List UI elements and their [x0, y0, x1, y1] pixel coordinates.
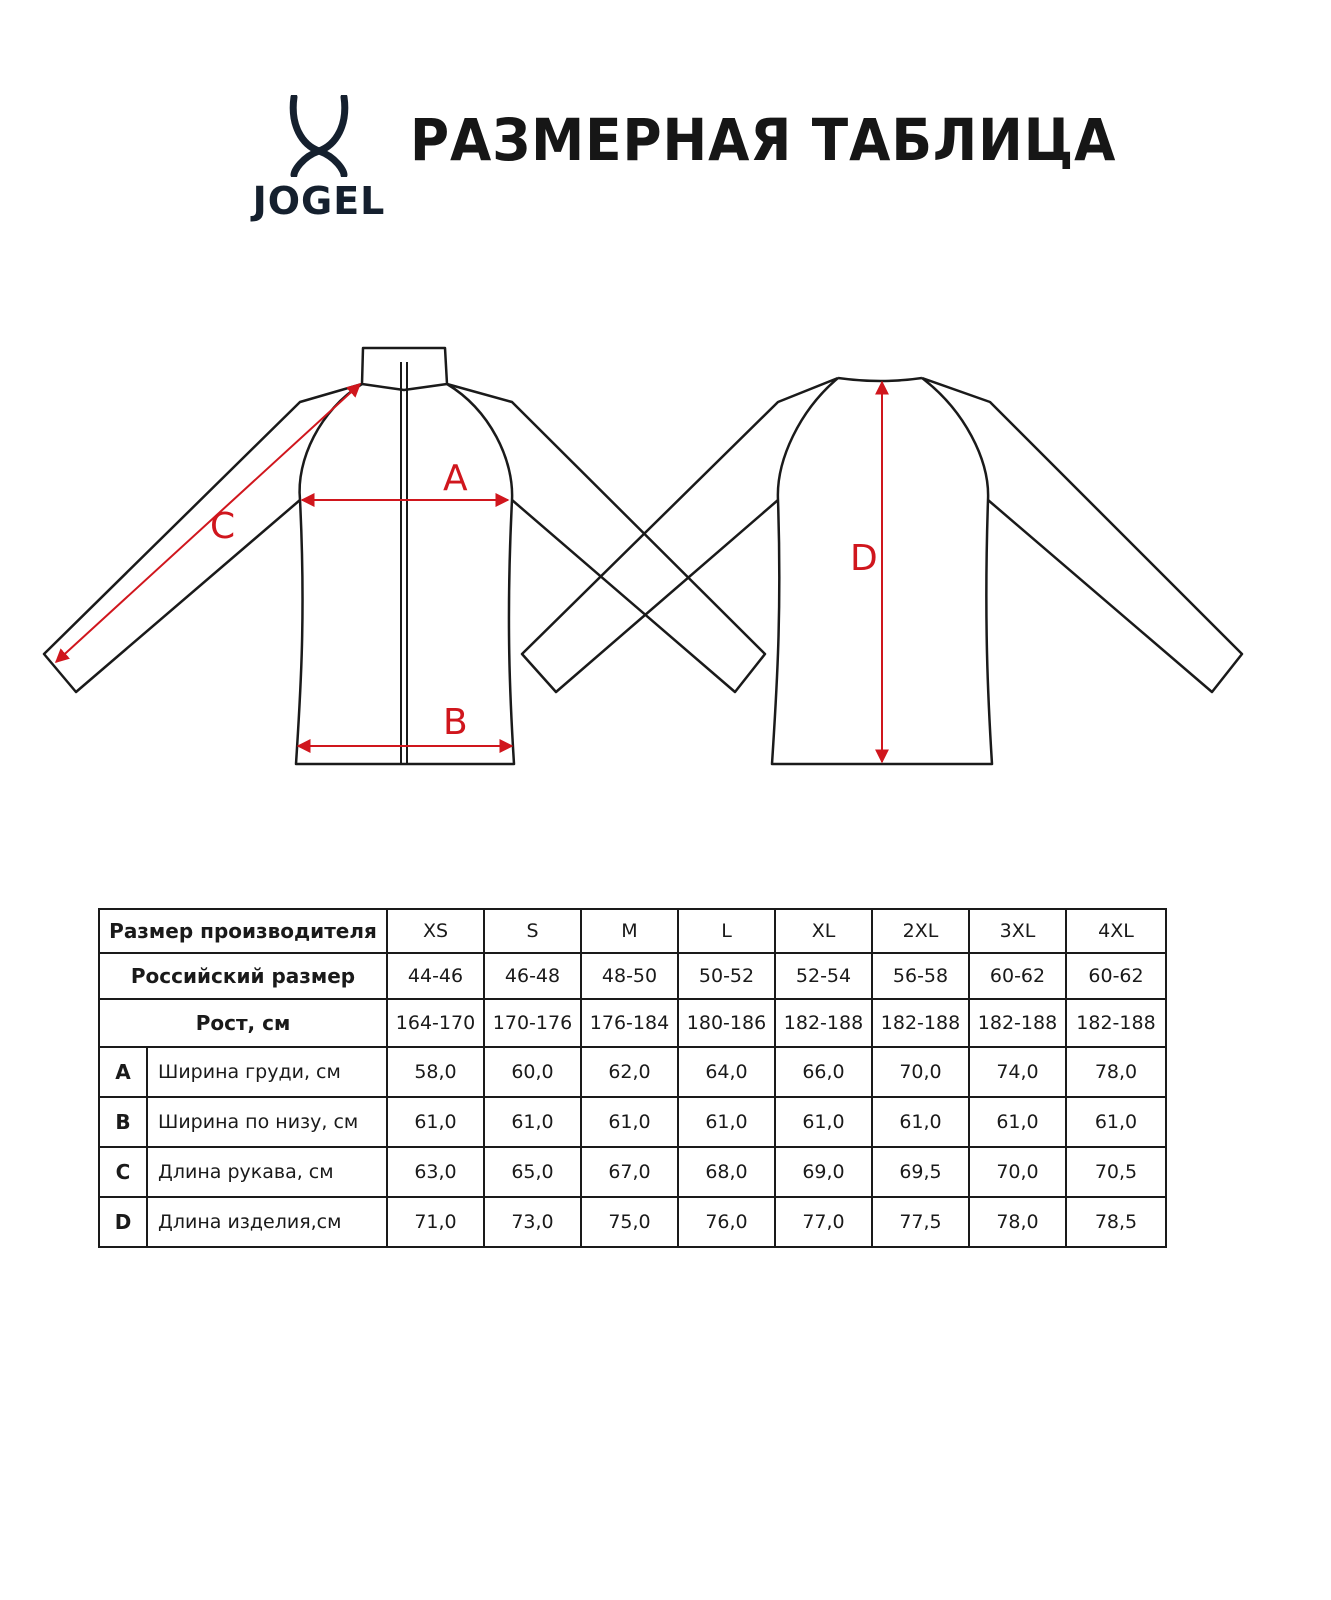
measure-letter: C: [99, 1147, 147, 1197]
table-cell: 70,5: [1066, 1147, 1166, 1197]
table-cell: 176-184: [581, 999, 678, 1047]
measure-name: Длина рукава, см: [147, 1147, 387, 1197]
brand-name: JOGEL: [252, 179, 386, 223]
table-cell: 61,0: [581, 1097, 678, 1147]
table-cell: 2XL: [872, 909, 969, 953]
table-cell: 52-54: [775, 953, 872, 999]
table-cell: 61,0: [387, 1097, 484, 1147]
measure-name: Длина изделия,см: [147, 1197, 387, 1247]
table-row: [99, 953, 1166, 999]
measure-letter: D: [99, 1197, 147, 1247]
table-row: [99, 999, 1166, 1047]
table-row: [99, 1097, 1166, 1147]
table-row: [99, 1047, 1166, 1097]
measure-letter: A: [99, 1047, 147, 1097]
table-cell: XS: [387, 909, 484, 953]
row-header-height: Рост, см: [99, 999, 387, 1047]
table-cell: 60-62: [969, 953, 1066, 999]
table-cell: 60,0: [484, 1047, 581, 1097]
table-cell: 62,0: [581, 1047, 678, 1097]
table-cell: 77,0: [775, 1197, 872, 1247]
table-cell: 69,5: [872, 1147, 969, 1197]
table-cell: 70,0: [969, 1147, 1066, 1197]
table-cell: 63,0: [387, 1147, 484, 1197]
table-cell: 61,0: [678, 1097, 775, 1147]
jacket-diagram: [0, 320, 1331, 800]
table-row: [99, 1147, 1166, 1197]
table-cell: 58,0: [387, 1047, 484, 1097]
table-cell: 61,0: [872, 1097, 969, 1147]
table-cell: 182-188: [775, 999, 872, 1047]
table-row: [99, 909, 1166, 953]
table-cell: 75,0: [581, 1197, 678, 1247]
table-cell: 3XL: [969, 909, 1066, 953]
measure-c-label: C: [210, 506, 236, 547]
table-cell: L: [678, 909, 775, 953]
measure-letter: B: [99, 1097, 147, 1147]
jacket-front: [44, 348, 765, 764]
table-cell: 46-48: [484, 953, 581, 999]
table-cell: 67,0: [581, 1147, 678, 1197]
table-cell: 68,0: [678, 1147, 775, 1197]
table-cell: 56-58: [872, 953, 969, 999]
table-cell: 4XL: [1066, 909, 1166, 953]
table-cell: 78,5: [1066, 1197, 1166, 1247]
table-cell: 180-186: [678, 999, 775, 1047]
table-cell: 164-170: [387, 999, 484, 1047]
table-cell: 65,0: [484, 1147, 581, 1197]
table-cell: 48-50: [581, 953, 678, 999]
table-cell: 182-188: [872, 999, 969, 1047]
table-cell: 66,0: [775, 1047, 872, 1097]
table-cell: 44-46: [387, 953, 484, 999]
table-cell: 71,0: [387, 1197, 484, 1247]
table-cell: 50-52: [678, 953, 775, 999]
table-cell: 61,0: [969, 1097, 1066, 1147]
jogel-logo-icon: [288, 95, 350, 177]
table-cell: 73,0: [484, 1197, 581, 1247]
measure-d-label: D: [850, 538, 878, 579]
table-cell: 182-188: [969, 999, 1066, 1047]
measure-b-label: B: [443, 702, 468, 743]
row-header-manufacturer-size: Размер производителя: [99, 909, 387, 953]
table-cell: 78,0: [1066, 1047, 1166, 1097]
table-cell: 76,0: [678, 1197, 775, 1247]
table-cell: XL: [775, 909, 872, 953]
brand-logo: [240, 95, 400, 225]
measure-a-label: A: [443, 458, 468, 499]
table-cell: S: [484, 909, 581, 953]
table-cell: 61,0: [484, 1097, 581, 1147]
measure-arrows-front: [56, 384, 512, 746]
table-cell: 77,5: [872, 1197, 969, 1247]
table-cell: 74,0: [969, 1047, 1066, 1097]
table-cell: 182-188: [1066, 999, 1166, 1047]
measure-name: Ширина по низу, см: [147, 1097, 387, 1147]
table-cell: 61,0: [775, 1097, 872, 1147]
table-cell: 69,0: [775, 1147, 872, 1197]
table-cell: 60-62: [1066, 953, 1166, 999]
measure-c-arrow: [56, 384, 360, 662]
table-cell: 61,0: [1066, 1097, 1166, 1147]
measure-name: Ширина груди, см: [147, 1047, 387, 1097]
table-cell: 70,0: [872, 1047, 969, 1097]
table-cell: M: [581, 909, 678, 953]
table-cell: 78,0: [969, 1197, 1066, 1247]
table-cell: 170-176: [484, 999, 581, 1047]
table-row: [99, 1197, 1166, 1247]
row-header-russian-size: Российский размер: [99, 953, 387, 999]
page-title: РАЗМЕРНАЯ ТАБЛИЦА: [410, 106, 1117, 174]
size-table: [98, 908, 1167, 1248]
table-cell: 64,0: [678, 1047, 775, 1097]
